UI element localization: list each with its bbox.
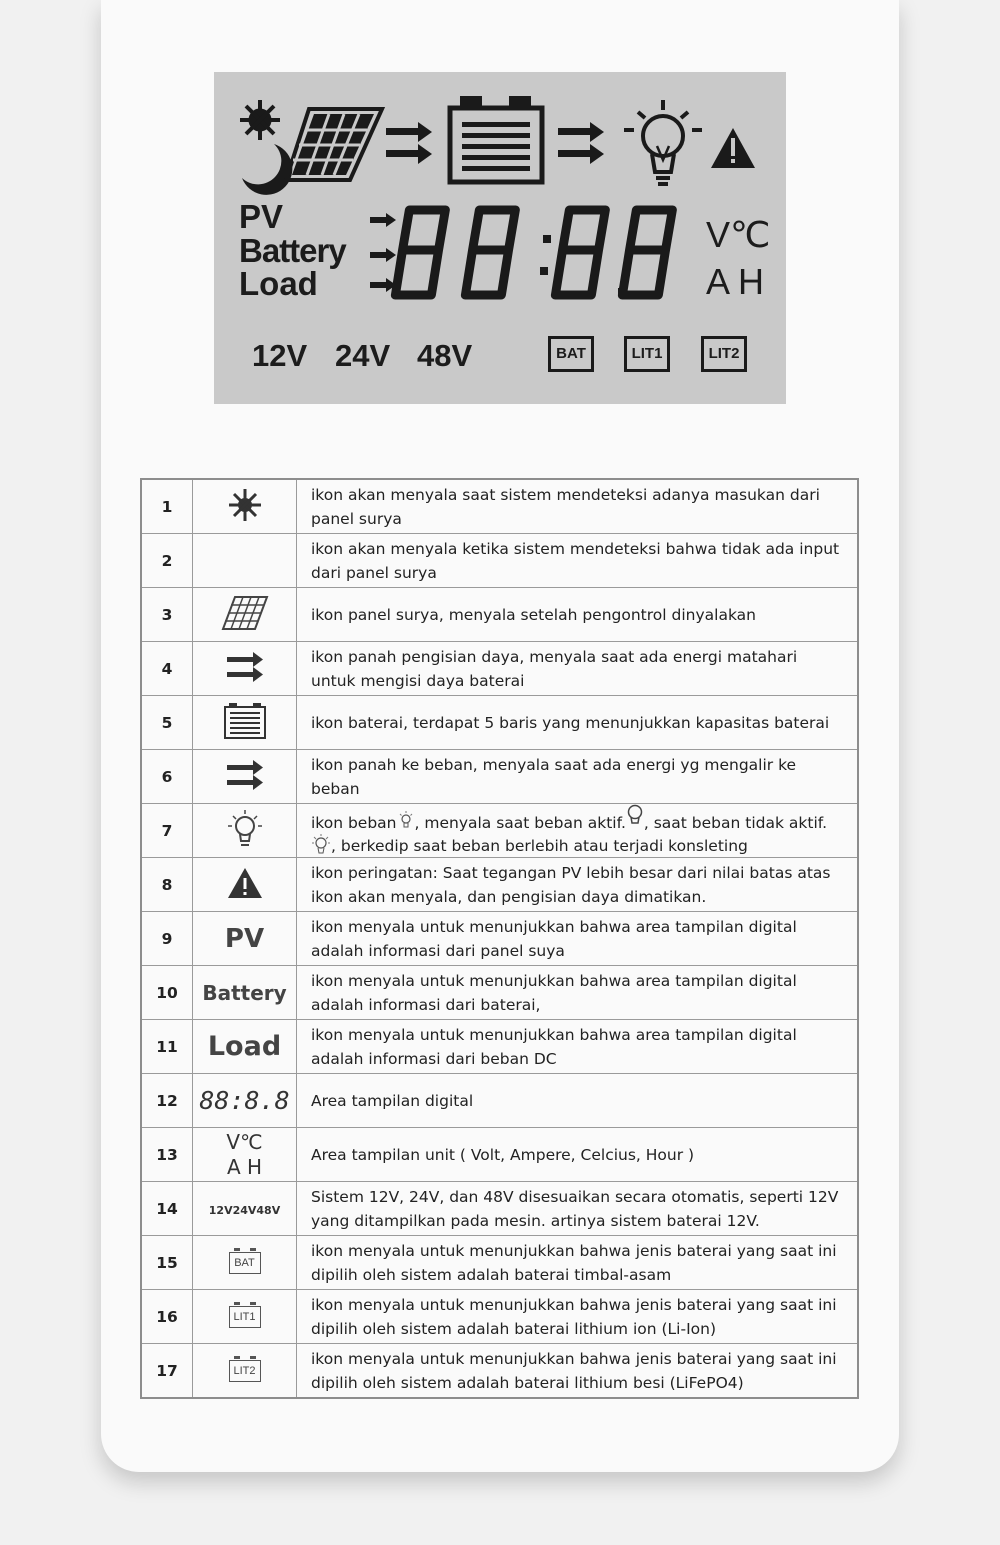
lcd-unit-bottom: A H bbox=[706, 261, 765, 302]
lcd-lit1-badge: LIT1 bbox=[624, 336, 670, 372]
row-description: ikon baterai, terdapat 5 baris yang menunjukkan kapasitas baterai bbox=[297, 696, 859, 750]
moon-icon bbox=[242, 144, 292, 195]
row-number: 4 bbox=[141, 642, 193, 696]
table-row bbox=[141, 750, 858, 804]
row-number: 16 bbox=[141, 1290, 193, 1344]
lcd-24v: 24V bbox=[335, 338, 391, 373]
row-description: ikon menyala untuk menunjukkan bahwa jenis baterai yang saat ini dipilih oleh sistem adalah baterai lithium besi (LiFePO4) bbox=[297, 1344, 859, 1399]
charge-arrow-icon bbox=[225, 650, 265, 684]
moon-icon bbox=[227, 543, 263, 575]
row-description: Sistem 12V, 24V, dan 48V disesuaikan secara otomatis, seperti 12V yang ditampilkan pada mesin. artinya sistem baterai 12V. bbox=[297, 1182, 859, 1236]
row-number: 13 bbox=[141, 1128, 193, 1182]
table-row bbox=[141, 588, 858, 642]
row-number: 7 bbox=[141, 804, 193, 858]
table-row bbox=[141, 696, 858, 750]
lit1-type-icon: LIT1 bbox=[229, 1306, 261, 1328]
lcd-48v: 48V bbox=[417, 338, 473, 373]
lcd-bat-badge: BAT bbox=[548, 336, 594, 372]
load-arrow-icon bbox=[225, 758, 265, 792]
table-row bbox=[141, 912, 858, 966]
lcd-load-label: Load bbox=[239, 265, 318, 302]
table-row bbox=[141, 1074, 858, 1128]
row-description: ikon menyala untuk menunjukkan bahwa area tampilan digital adalah informasi dari beban DC bbox=[297, 1020, 859, 1074]
bulb-icon bbox=[225, 808, 265, 850]
row-description: ikon menyala untuk menunjukkan bahwa area tampilan digital adalah informasi dari baterai, bbox=[297, 966, 859, 1020]
row-number: 6 bbox=[141, 750, 193, 804]
row-description: ikon akan menyala ketika sistem mendeteksi bahwa tidak ada input dari panel surya bbox=[297, 534, 859, 588]
battery-icon bbox=[223, 702, 267, 740]
row-description: ikon panah ke beban, menyala saat ada energi yg mengalir ke beban bbox=[297, 750, 859, 804]
row-description: ikon menyala untuk menunjukkan bahwa jenis baterai yang saat ini dipilih oleh sistem adalah baterai lithium ion (Li-Ion) bbox=[297, 1290, 859, 1344]
unit-icon: V℃ A H bbox=[226, 1129, 263, 1179]
row-description: ikon panah pengisian daya, menyala saat ada energi matahari untuk mengisi daya baterai bbox=[297, 642, 859, 696]
row-number: 12 bbox=[141, 1074, 193, 1128]
sun-icon bbox=[227, 487, 263, 523]
row-number: 14 bbox=[141, 1182, 193, 1236]
row-number: 10 bbox=[141, 966, 193, 1020]
row-description: ikon menyala untuk menunjukkan bahwa area tampilan digital adalah informasi dari panel suya bbox=[297, 912, 859, 966]
lit2-type-icon: LIT2 bbox=[229, 1360, 261, 1382]
lcd-lit2-badge: LIT2 bbox=[701, 336, 747, 372]
battery-icon bbox=[450, 96, 542, 182]
sun-icon bbox=[240, 100, 280, 140]
load-arrow-icon bbox=[558, 122, 604, 164]
row-number: 8 bbox=[141, 858, 193, 912]
legend-table bbox=[140, 478, 859, 1399]
charge-arrow-icon bbox=[386, 122, 432, 164]
table-row bbox=[141, 966, 858, 1020]
row-number: 9 bbox=[141, 912, 193, 966]
table-row bbox=[141, 858, 858, 912]
pv-label-icon: PV bbox=[224, 923, 265, 954]
table-row bbox=[141, 642, 858, 696]
solar-panel-icon bbox=[221, 595, 269, 631]
lcd-battery-label: Battery bbox=[239, 232, 346, 269]
table-row bbox=[141, 804, 858, 858]
digits-icon: 88:8.8 bbox=[199, 1086, 290, 1115]
row-number: 3 bbox=[141, 588, 193, 642]
table-row bbox=[141, 1182, 858, 1236]
table-row bbox=[141, 479, 858, 534]
table-row bbox=[141, 1290, 858, 1344]
row-description: ikon panel surya, menyala setelah pengontrol dinyalakan bbox=[297, 588, 859, 642]
indicator-arrows bbox=[370, 213, 396, 292]
table-row bbox=[141, 1128, 858, 1182]
row-number: 2 bbox=[141, 534, 193, 588]
table-row bbox=[141, 1344, 858, 1399]
lcd-12v: 12V bbox=[252, 338, 308, 373]
bat-type-icon: BAT bbox=[229, 1252, 261, 1274]
table-row bbox=[141, 534, 858, 588]
table-row bbox=[141, 1236, 858, 1290]
row-description: ikon beban , menyala saat beban aktif. , saat beban tidak aktif. , berkedip saat beban berlebih atau terjadi konsleting bbox=[297, 804, 859, 858]
warning-icon bbox=[226, 866, 264, 900]
row-description: ikon akan menyala saat sistem mendeteksi adanya masukan dari panel surya bbox=[297, 479, 859, 534]
lcd-display bbox=[214, 72, 786, 404]
battery-label-icon: Battery bbox=[202, 980, 287, 1005]
row-number: 1 bbox=[141, 479, 193, 534]
row-number: 5 bbox=[141, 696, 193, 750]
table-row bbox=[141, 1020, 858, 1074]
row-number: 11 bbox=[141, 1020, 193, 1074]
digital-digits bbox=[395, 210, 672, 295]
lcd-pv-label: PV bbox=[239, 198, 284, 235]
bulb-off-icon bbox=[626, 804, 644, 830]
bulb-on-icon bbox=[397, 810, 415, 832]
row-description: Area tampilan digital bbox=[297, 1074, 859, 1128]
row-description: ikon peringatan: Saat tegangan PV lebih besar dari nilai batas atas ikon akan menyala, dan pengisian daya dimatikan. bbox=[297, 858, 859, 912]
row-number: 15 bbox=[141, 1236, 193, 1290]
row-number: 17 bbox=[141, 1344, 193, 1399]
warning-icon bbox=[711, 128, 755, 168]
lcd-unit-top: V℃ bbox=[706, 214, 771, 255]
load-label-icon: Load bbox=[207, 1031, 282, 1062]
solar-panel-icon bbox=[286, 109, 382, 180]
bulb-icon bbox=[624, 100, 702, 184]
row-description: ikon menyala untuk menunjukkan bahwa jenis baterai yang saat ini dipilih oleh sistem adalah baterai timbal-asam bbox=[297, 1236, 859, 1290]
row-description: Area tampilan unit ( Volt, Ampere, Celcius, Hour ) bbox=[297, 1128, 859, 1182]
bulb-blink-icon bbox=[311, 833, 331, 857]
voltage-icon: 12V24V48V bbox=[208, 1203, 281, 1217]
